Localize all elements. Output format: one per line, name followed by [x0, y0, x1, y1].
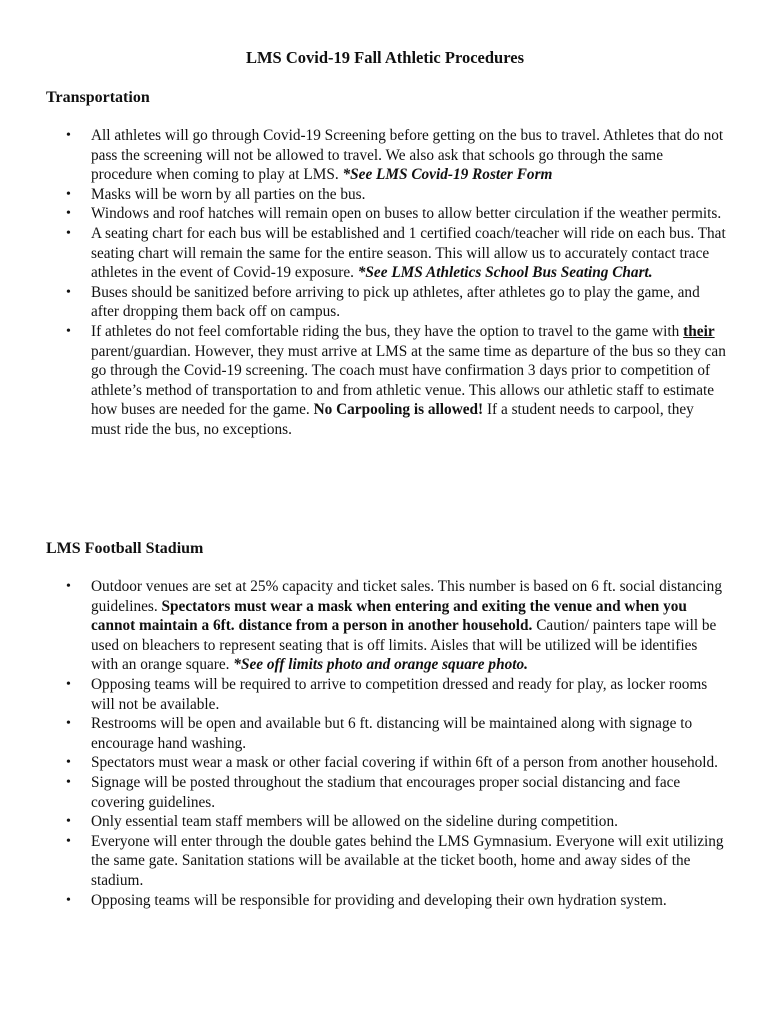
item-text: If a student needs to carpool, they must ride the bus, no exceptions.: [91, 401, 694, 438]
list-item: [46, 832, 726, 891]
item-note: *See LMS Athletics School Bus Seating Chart.: [357, 264, 653, 282]
item-text: Signage will be posted throughout the stadium that encourages proper social distancing and face covering guidelines.: [91, 773, 681, 811]
item-text: Spectators must wear a mask or other facial covering if within 6ft of a person from another household.: [91, 754, 718, 772]
item-text: All athletes will go through Covid-19 Screening before getting on the bus to travel. Athletes that do not pass the screening will not be allowed to travel. We also ask that schools go through the same procedure when coming to play at LMS.: [91, 127, 724, 184]
item-text: Everyone will enter through the double gates behind the LMS Gymnasium. Everyone will exit utilizing the same gate. Sanitation stations will be available at the ticket booth, home and away sides of the stadium.: [91, 832, 724, 889]
item-underline: their: [683, 322, 715, 340]
item-text: If athletes do not feel comfortable riding the bus, they have the option to travel to the game with: [91, 322, 684, 340]
item-text: Restrooms will be open and available but 6 ft. distancing will be maintained along with signage to encourage hand washing.: [91, 715, 693, 752]
item-note: *See off limits photo and orange square photo.: [233, 656, 528, 674]
item-bold: No Carpooling is allowed!: [313, 401, 484, 419]
list-item: [46, 224, 726, 283]
item-text: Outdoor venues are set at 25% capacity and ticket sales. This number is based on 6 ft. social distancing guidelines.: [91, 578, 722, 615]
section-heading-transportation: Transportation: [46, 89, 150, 106]
list-item: [46, 185, 726, 205]
transportation-list: [46, 126, 726, 440]
document-title: LMS Covid-19 Fall Athletic Procedures: [245, 48, 525, 67]
stadium-list: [46, 577, 726, 910]
list-item: [46, 204, 726, 224]
item-note: *See LMS Covid-19 Roster Form: [342, 166, 553, 184]
list-item: [46, 714, 726, 753]
item-text: Opposing teams will be responsible for providing and developing their own hydration system.: [91, 891, 667, 909]
list-item: [46, 283, 726, 322]
item-text: A seating chart for each bus will be established and 1 certified coach/teacher will ride on each bus. That seating chart will remain the same for the entire season. This will allow us to accurately contact trace athletes in the event of Covid-19 exposure.: [91, 224, 726, 282]
item-text: Only essential team staff members will be allowed on the sideline during competition.: [91, 813, 618, 831]
list-item: [46, 753, 726, 773]
item-text: Masks will be worn by all parties on the bus.: [91, 185, 366, 203]
item-text: Opposing teams will be required to arrive to competition dressed and ready for play, as locker rooms will not be available.: [91, 675, 708, 713]
list-item: [46, 675, 726, 714]
list-item: [46, 773, 726, 812]
item-text: Caution/ painters tape will be used on bleachers to represent seating that is off limits. Aisles that will be utilized will be identifies with an orange square.: [91, 617, 717, 674]
list-item: [46, 891, 726, 911]
list-item: [46, 812, 726, 832]
list-item: [46, 126, 726, 185]
item-text: Buses should be sanitized before arriving to pick up athletes, after athletes go to play the game, and after dropping them back off on campus.: [91, 283, 700, 321]
item-text: Windows and roof hatches will remain open on buses to allow better circulation if the weather permits.: [91, 205, 722, 223]
list-item: [46, 322, 726, 440]
item-bold: Spectators must wear a mask when entering and exiting the venue and when you cannot maintain a 6ft. distance from a person in another household.: [91, 597, 687, 635]
item-text: parent/guardian. However, they must arrive at LMS at the same time as departure of the bus so they can go through the Covid-19 screening. The coach must have confirmation 3 days prior to competition of athlete’s method of transportation to and from athletic venue. This allows our athletic staff to estimate how buses are needed for the game.: [91, 342, 726, 419]
section-heading-stadium: LMS Football Stadium: [46, 540, 204, 557]
list-item: [46, 577, 726, 675]
